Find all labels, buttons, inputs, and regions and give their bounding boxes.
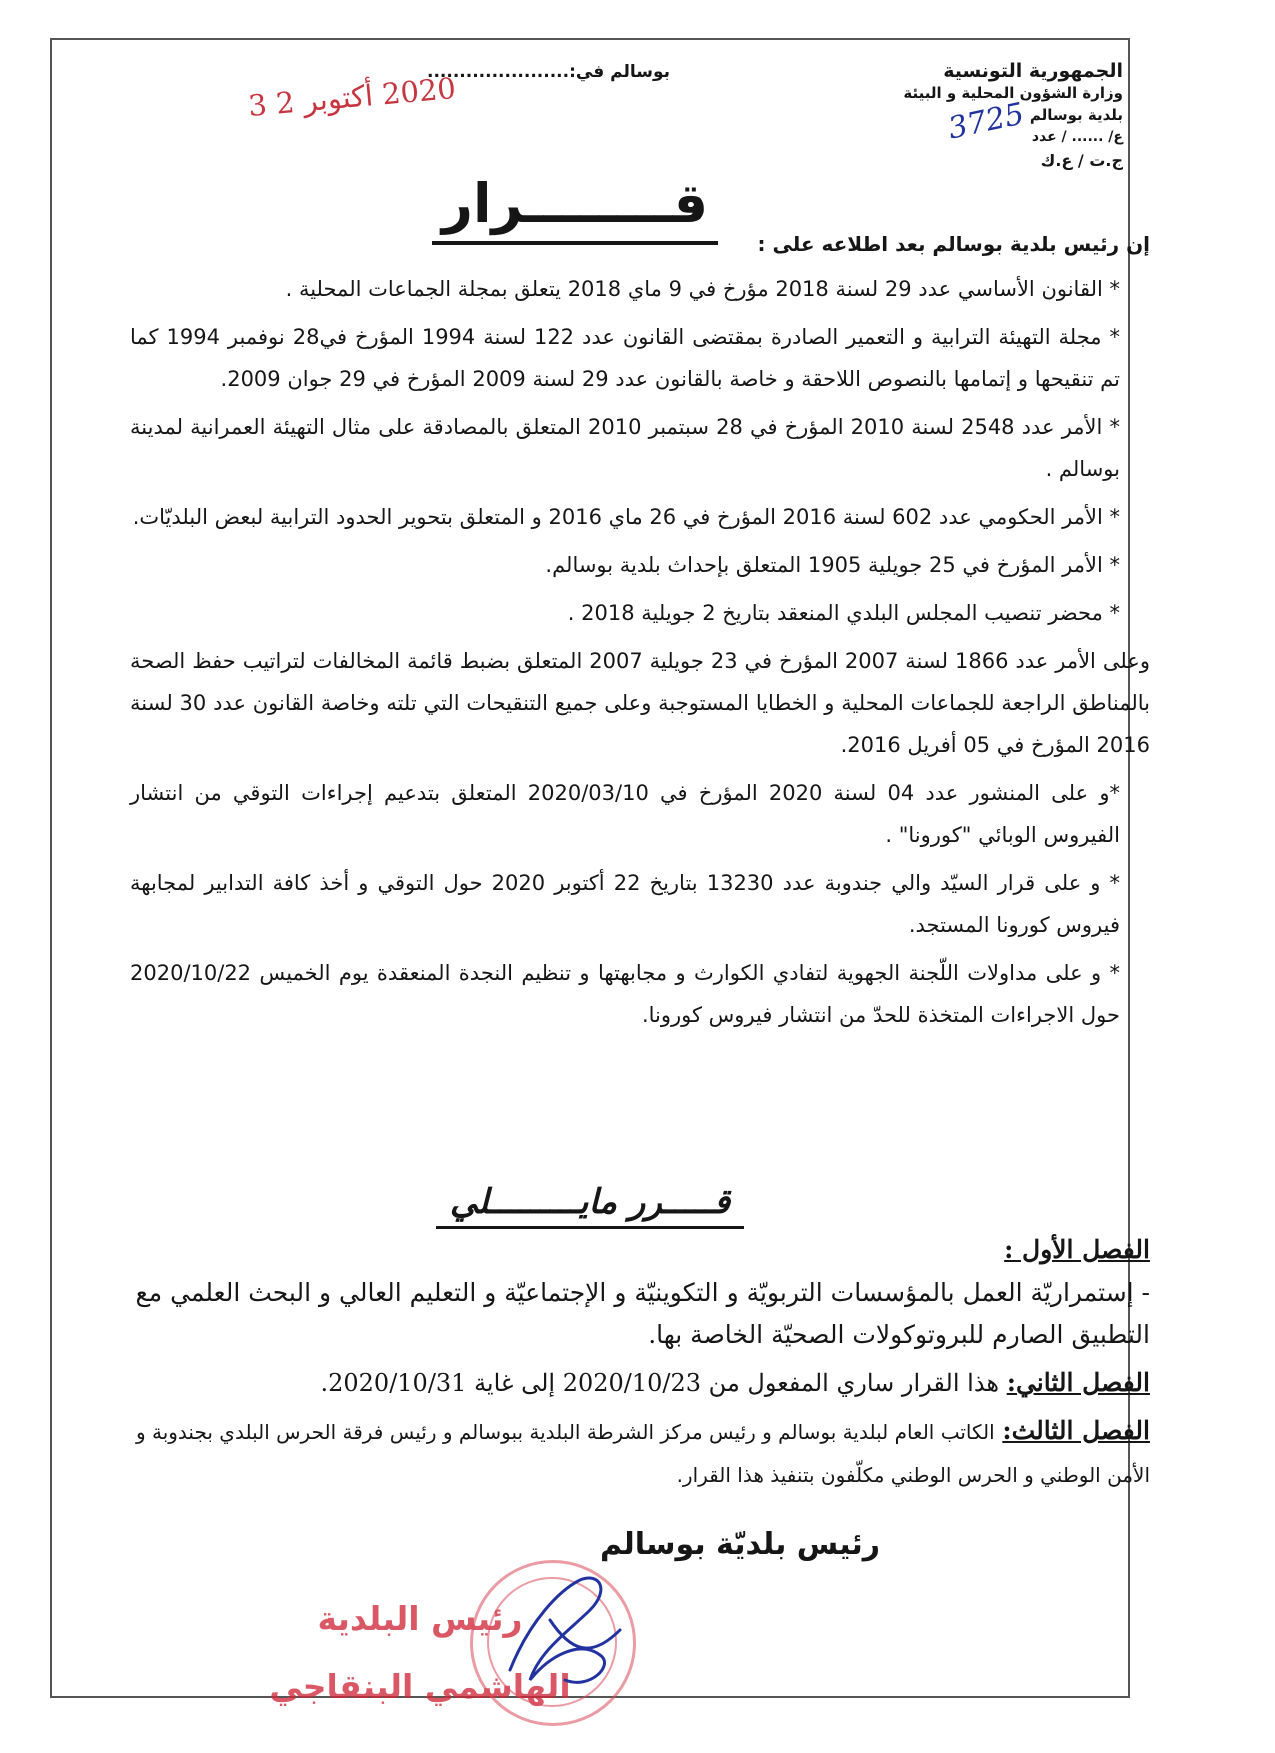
chapter-2-text: هذا القرار ساري المفعول من 2020/10/23 إلى غاية 2020/10/31. <box>320 1369 1000 1397</box>
signer-title: رئيس بلديّة بوسالم <box>599 1527 880 1562</box>
chapter-3 <box>130 1410 1150 1496</box>
considerations-body <box>130 268 1150 1042</box>
document-title: قــــــــرار <box>410 172 740 235</box>
consideration-paragraph: * و على مداولات اللّجنة الجهوية لتفادي الكوارث و مجابهتها و تنظيم النجدة المنعقدة يوم الخميس 2020/10/22 حول الاجراءات المتخذة للحدّ من انتشار فيروس كورونا. <box>130 961 1120 1027</box>
place-date-line: بوسالم في:...................... <box>427 62 670 82</box>
reference-label: ع/ ...... / عدد <box>1031 129 1123 145</box>
handwritten-reference-number: 3725 <box>945 96 1028 147</box>
chapter-1 <box>130 1235 1150 1356</box>
consideration-paragraph: * الأمر عدد 2548 لسنة 2010 المؤرخ في 28 سبتمبر 2010 المتعلق بالمصادقة على مثال التهيئة العمرانية لمدينة بوسالم . <box>130 415 1120 481</box>
consideration-paragraph: وعلى الأمر عدد 1866 لسنة 2007 المؤرخ في 23 جويلية 2007 المتعلق بضبط قائمة المخالفات لتراتيب حفظ الصحة بالمناطق الراجعة للجماعات المحلية و الخطايا المستوجبة وعلى جميع التنقيحات التي تلته وخاصة القانون عدد 30 لسنة 2016 المؤرخ في 05 أفريل 2016. <box>130 649 1150 757</box>
municipality-name: بلدية بوسالم <box>1029 106 1123 124</box>
chapter-3-text: الكاتب العام لبلدية بوسالم و رئيس مركز الشرطة البلدية ببوسالم و رئيس فرقة الحرس البلدي بجندوبة و الأمن الوطني و الحرس الوطني مكلّفون بتنفيذ هذا القرار. <box>135 1420 1150 1487</box>
consideration-paragraph: * مجلة التهيئة الترابية و التعمير الصادرة بمقتضى القانون عدد 122 لسنة 1994 المؤرخ في28 نوفمبر 1994 كما تم تنقيحها و إتمامها بالنصوص اللاحقة و خاصة بالقانون عدد 29 لسنة 2009 المؤرخ في 29 جوان 2009. <box>130 325 1121 391</box>
consideration-paragraph: * و على قرار السيّد والي جندوبة عدد 13230 بتاريخ 22 أكتوبر 2020 حول التوقي و أخذ كافة التدابير لمجابهة فيروس كورونا المستجد. <box>130 871 1120 937</box>
handwritten-signature-icon <box>490 1560 640 1700</box>
stamp-line-name: الهاشمي البنقاجي <box>269 1667 571 1706</box>
decision-heading: قـــــرر مايـــــــــلي <box>380 1182 800 1222</box>
date-stamp: 2020 أكتوبر 2 3 <box>246 70 458 124</box>
intro-line: إن رئيس بلدية بوسالم بعد اطلاعه على : <box>757 232 1150 256</box>
reference-code: ج.ت / ع.ك <box>1040 151 1123 170</box>
chapter-1-title: الفصل الأول : <box>1004 1235 1150 1264</box>
stamp-line-title: رئيس البلدية <box>317 1599 523 1638</box>
consideration-paragraph: * الأمر الحكومي عدد 602 لسنة 2016 المؤرخ في 26 ماي 2016 و المتعلق بتحوير الحدود الترابية لبعض البلديّات. <box>132 505 1120 529</box>
consideration-paragraph: * محضر تنصيب المجلس البلدي المنعقد بتاريخ 2 جويلية 2018 . <box>567 601 1120 625</box>
country-name: الجمهورية التونسية <box>943 60 1123 82</box>
consideration-paragraph: * الأمر المؤرخ في 25 جويلية 1905 المتعلق بإحداث بلدية بوسالم. <box>545 553 1120 577</box>
consideration-paragraph: *و على المنشور عدد 04 لسنة 2020 المؤرخ في 2020/03/10 المتعلق بتدعيم إجراءات التوقي من انتشار الفيروس الوبائي "كورونا" . <box>130 781 1120 847</box>
chapter-1-text: - إستمراريّة العمل بالمؤسسات التربويّة و التكوينيّة و الإجتماعيّة و التعليم العالي و البحث العلمي مع التطبيق الصارم للبروتوكولات الصحيّة الخاصة بها. <box>135 1278 1150 1349</box>
articles-section <box>130 1235 1150 1496</box>
chapter-2 <box>130 1362 1150 1404</box>
chapter-3-title: الفصل الثالث: <box>1002 1416 1150 1445</box>
ministry-name: وزارة الشؤون المحلية و البيئة <box>903 84 1123 102</box>
chapter-2-title: الفصل الثاني: <box>1006 1368 1150 1397</box>
consideration-paragraph: * القانون الأساسي عدد 29 لسنة 2018 مؤرخ في 9 ماي 2018 يتعلق بمجلة الجماعات المحلية . <box>285 277 1120 301</box>
